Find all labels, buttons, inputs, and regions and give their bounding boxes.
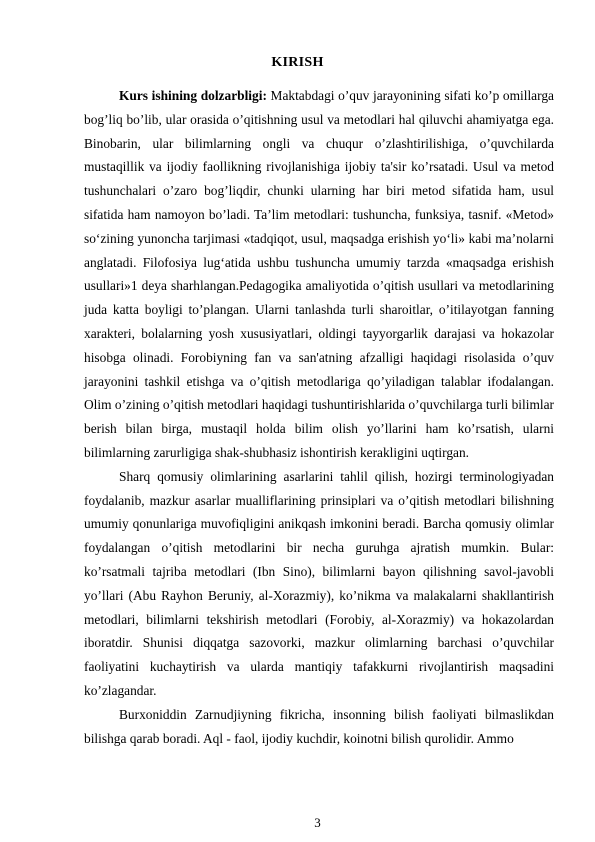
paragraph-3: Burxoniddin Zarnudjiyning fikricha, insonning bilish faoliyati bilmaslikdan bilishga qarab boradi. Aql - faol, ijodiy kuchdir, koinotni bilish qurolidir. Ammo bbox=[84, 706, 554, 746]
paragraph-2: Sharq qomusiy olimlarining asarlarini tahlil qilish, hozirgi terminologiyadan foydalanib, mazkur asarlar mualliflarining prinsiplari va o’qitish metodlari bilishning umumiy qonunlariga muvofiqligini anikqash imkonini beradi. Barcha qomusiy olimlar foydalangan o’qitish metodlarini bir necha guruhga ajratish mumkin. Bular: ko’rsatmali tajriba metodlari (Ibn Sino), bilimlarni bayon qilishning savol-javobli yo’llari (Abu Rayhon Beruniy, al-Xorazmiy), ko’nikma va malakalarni shakllantirish metodlari, bilimlarni tekshirish metodlari (Forobiy, al-Xorazmiy) va hokazolardan iboratdir. Shunisi diqqatga sazovorki, mazkur olimlarning barchasi o’quvchilar faoliyatini kuchaytirish va ularda mantiqiy tafakkurni rivojlantirish maqsadini ko’zlagandar. bbox=[84, 468, 554, 698]
page-number: 3 bbox=[314, 815, 321, 830]
document-body bbox=[84, 84, 554, 750]
paragraph-lead: Kurs ishining dolzarbligi: bbox=[119, 88, 267, 103]
paragraph-1 bbox=[84, 84, 554, 465]
paragraph-1-text: Maktabdagi o’quv jarayonining sifati ko’p omillarga bog’liq bo’lib, ular orasida o’qitishning usul va metodlari hal qiluvchi ahamiyatga ega. Binobarin, ular bilimlarning ongli va chuqur o’zlashtirilishiga, o’quvchilarda mustaqillik va ijodiy faollikning rivojlanishiga ijobiy ta'sir ko’rsatadi. Usul va metod tushunchalari o’zaro bog’liqdir, chunki ularning har biri metod sifatida ham, usul sifatida ham namoyon bo’ladi. Ta’lim metodlari: tushuncha, funksiya, tasnif. «Metod» so‘zining yunoncha tarjimasi «tadqiqot, usul, maqsadga erishish yo‘li» kabi ma’nolarni anglatadi. Filofosiya lug‘atida ushbu tushuncha umumiy tarzda «maqsadga erishish usullari»1 deya sharhlangan.Pedagogika amaliyotida o’qitish usullari va metodlarining juda katta boyligi to’plangan. Ularni tanlashda turli sharoitlar, o’itilayotgan fanning xarakteri, bolalarning yosh xususiyatlari, oldingi tayyorgarlik darajasi va hokazolar hisobga olinadi. Forobiyning fan va san'atning afzalligi haqidagi risolasida o’quv jarayonini tashkil etishga va o’qitish metodlariga qo’yiladigan talablar ifodalangan. Olim o’zining o’qitish metodlari haqidagi tushuntirishlarida o’quvchilarga turli bilimlar berish bilan birga, mustaqil holda bilim olish yo’llarini ham ko’rsatish, ularni bilimlarning zarurligiga shak-shubhasiz ishontirish kerakligini uqtirgan. bbox=[84, 88, 554, 460]
document-title: KIRISH bbox=[271, 55, 324, 70]
